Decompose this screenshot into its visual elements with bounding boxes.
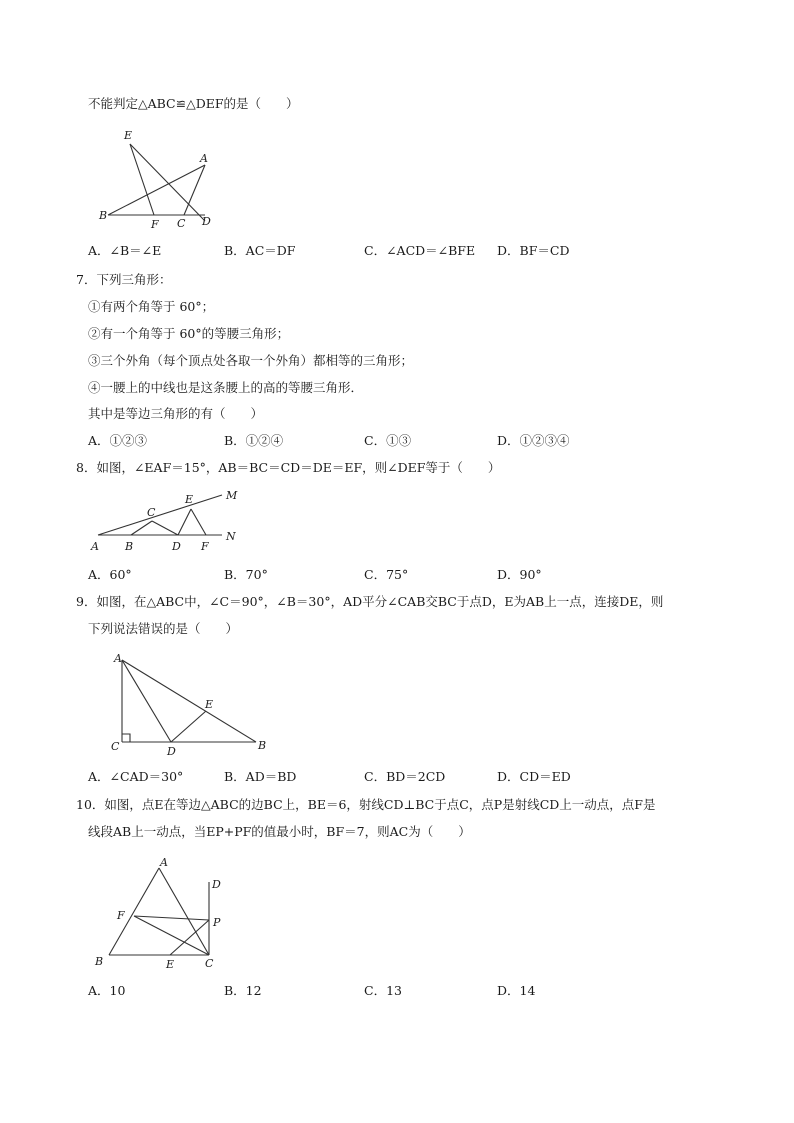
q10-label-B: B (95, 955, 104, 968)
q10-figure (92, 852, 242, 972)
q9-label-C: C (111, 740, 120, 753)
q7-item-1: ①有两个角等于 60°； (88, 299, 215, 314)
q9-option-b: B．AD＝BD (224, 769, 297, 784)
q10-stem-line1: 10．如图，点E在等边△ABC的边BC上，BE＝6，射线CD⊥BC于点C，点P是射线CD上一动点，点F是 (76, 797, 656, 812)
q8-stem: 8．如图，∠EAF＝15°，AB＝BC＝CD＝DE＝EF，则∠DEF等于（ ） (76, 460, 501, 475)
q6-option-d: D．BF＝CD (497, 243, 570, 258)
q7-item-2: ②有一个角等于 60°的等腰三角形； (88, 326, 290, 341)
q8-option-d: D．90° (497, 567, 542, 582)
q8-label-E: E (185, 493, 194, 506)
q9-option-a: A．∠CAD＝30° (88, 769, 184, 784)
q9-stem-line2: 下列说法错误的是（ ） (88, 621, 239, 636)
q7-option-b: B．①②④ (224, 433, 284, 448)
q8-option-b: B．70° (224, 567, 268, 582)
q6-label-B: B (99, 209, 108, 222)
q10-option-b: B．12 (224, 983, 262, 998)
q10-label-D: D (212, 878, 221, 891)
q9-option-c: C．BD＝2CD (364, 769, 446, 784)
q6-option-c: C．∠ACD＝∠BFE (364, 243, 476, 258)
q8-label-M: M (226, 489, 238, 502)
q9-label-E: E (205, 698, 214, 711)
q7-item-4: ④一腰上的中线也是这条腰上的高的等腰三角形． (88, 380, 364, 395)
q6-label-E: E (124, 129, 133, 142)
q9-label-B: B (258, 739, 267, 752)
q9-label-A: A (114, 652, 122, 665)
q10-label-F: F (117, 909, 125, 922)
q8-figure (88, 488, 248, 553)
q6-label-F: F (151, 218, 159, 231)
q7-stem: 7．下列三角形： (76, 272, 172, 287)
q10-label-A: A (160, 856, 168, 869)
q10-stem-line2: 线段AB上一动点，当EP+PF的值最小时，BF＝7，则AC为（ ） (88, 824, 471, 839)
q7-option-c: C．①③ (364, 433, 412, 448)
q6-figure (96, 128, 216, 231)
q9-label-D: D (167, 745, 176, 758)
q8-label-F: F (201, 540, 209, 553)
q7-item-3: ③三个外角（每个顶点处各取一个外角）都相等的三角形； (88, 353, 414, 368)
q6-option-b: B．AC＝DF (224, 243, 296, 258)
q10-label-E: E (166, 958, 175, 971)
q8-option-a: A．60° (88, 567, 132, 582)
q6-label-A: A (200, 152, 208, 165)
q7-option-d: D．①②③④ (497, 433, 570, 448)
q8-label-A: A (91, 540, 99, 553)
q8-label-N: N (226, 530, 236, 543)
q8-label-B: B (125, 540, 134, 553)
q9-stem-line1: 9．如图，在△ABC中，∠C＝90°，∠B＝30°，AD平分∠CAB交BC于点D，E为AB上一点，连接DE，则 (76, 594, 664, 609)
q9-figure (108, 650, 268, 760)
q10-option-d: D．14 (497, 983, 536, 998)
q8-label-C: C (147, 506, 156, 519)
q6-label-C: C (177, 217, 186, 230)
q8-label-D: D (172, 540, 181, 553)
q6-option-a: A．∠B＝∠E (88, 243, 162, 258)
q6-label-D: D (202, 215, 211, 228)
q7-option-a: A．①②③ (88, 433, 148, 448)
q10-option-a: A．10 (88, 983, 126, 998)
q10-label-C: C (205, 957, 214, 970)
q8-option-c: C．75° (364, 567, 409, 582)
q6-stem: 不能判定△ABC≌△DEF的是（ ） (88, 96, 299, 111)
q10-option-c: C．13 (364, 983, 402, 998)
q9-option-d: D．CD＝ED (497, 769, 571, 784)
q7-question: 其中是等边三角形的有（ ） (88, 406, 264, 421)
q10-label-P: P (213, 916, 221, 929)
